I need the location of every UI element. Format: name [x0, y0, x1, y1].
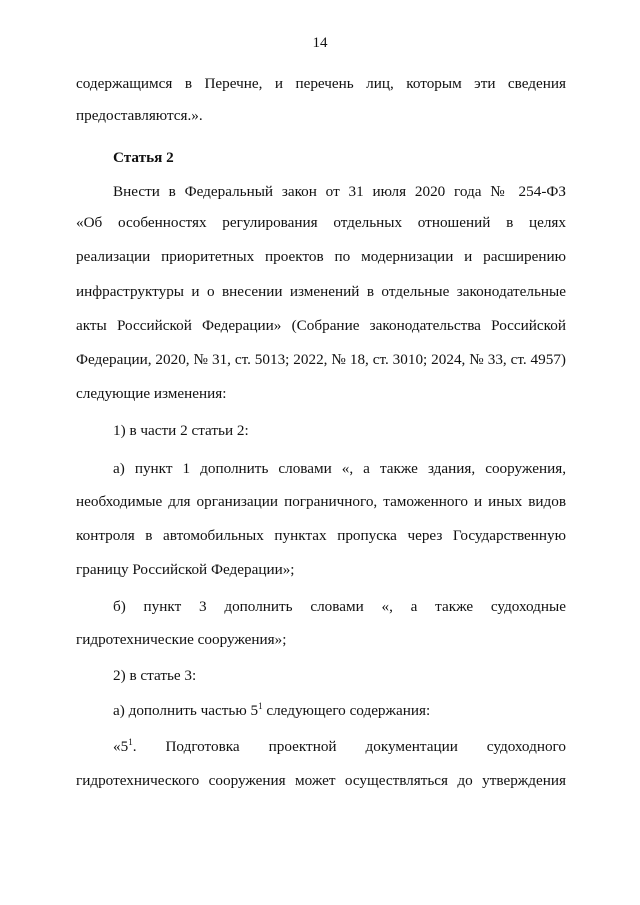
- text-line: границу Российской Федерации»;: [76, 561, 295, 578]
- text-line: контроля в автомобильных пунктах пропуска через Государственную: [76, 527, 566, 544]
- text-line: [113, 701, 566, 721]
- text-line: акты Российской Федерации» (Собрание законодательства Российской: [76, 317, 566, 334]
- text-line: инфраструктуры и о внесении изменений в отдельные законодательные: [76, 283, 566, 300]
- text-line: необходимые для организации пограничного, таможенного и иных видов: [76, 493, 566, 510]
- text-fragment: следующего содержания:: [262, 702, 431, 719]
- page-number: 14: [312, 35, 328, 51]
- superscript: 1: [258, 701, 263, 711]
- text-line: «Об особенностях регулирования отдельных отношений в целях: [76, 214, 566, 231]
- text-line: гидротехнические сооружения»;: [76, 631, 287, 648]
- text-fragment: . Подготовка проектной документации судоходного: [132, 738, 566, 755]
- text-line: 1) в части 2 статьи 2:: [113, 422, 249, 439]
- superscript: 1: [128, 737, 133, 747]
- text-line: б) пункт 3 дополнить словами «, а также судоходные: [113, 598, 566, 615]
- text-line: предоставляются.».: [76, 107, 203, 124]
- text-line: гидротехнического сооружения может осуществляться до утверждения: [76, 772, 566, 789]
- text-fragment: «5: [113, 738, 129, 755]
- text-line: Федерации, 2020, № 31, ст. 5013; 2022, № 18, ст. 3010; 2024, № 33, ст. 4957): [76, 351, 566, 368]
- text-line: следующие изменения:: [76, 385, 227, 402]
- text-line: 2) в статье 3:: [113, 667, 197, 684]
- text-fragment: а) дополнить частью 5: [113, 702, 259, 719]
- text-line: а) пункт 1 дополнить словами «, а также здания, сооружения,: [113, 460, 566, 477]
- text-line: Внести в Федеральный закон от 31 июля 2020 года № 254-ФЗ: [113, 183, 566, 200]
- article-heading: Статья 2: [113, 149, 174, 166]
- text-line: [113, 737, 566, 757]
- text-line: реализации приоритетных проектов по модернизации и расширению: [76, 248, 566, 265]
- text-line: содержащимся в Перечне, и перечень лиц, которым эти сведения: [76, 75, 566, 92]
